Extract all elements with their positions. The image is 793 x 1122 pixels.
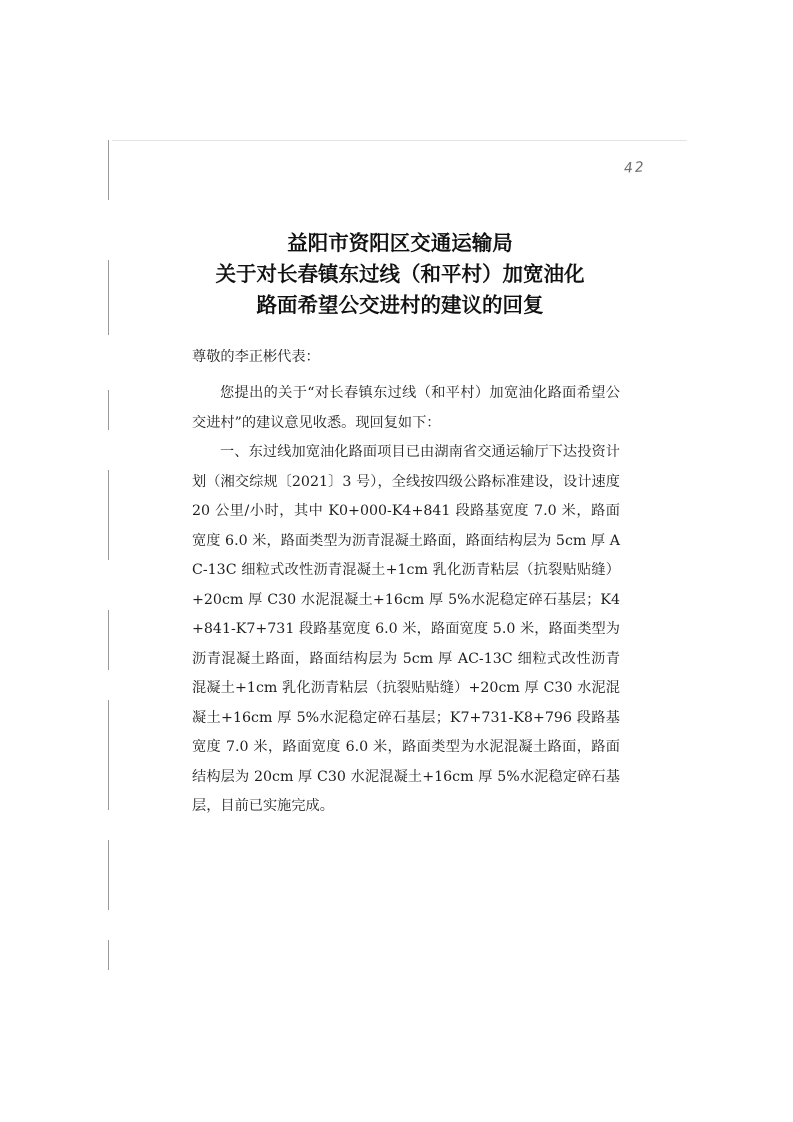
page-number: 42	[623, 159, 647, 177]
title-line-2: 关于对长春镇东过线（和平村）加宽油化	[215, 262, 585, 286]
scan-left-edge	[108, 140, 111, 970]
document-title	[150, 228, 650, 321]
document-body	[192, 346, 620, 822]
salutation: 尊敬的李正彬代表：	[192, 349, 320, 365]
paragraph-intro: 您提出的关于“对长春镇东过线（和平村）加宽油化路面希望公交进村”的建议意见收悉。现回复如下：	[192, 385, 620, 431]
title-line-1: 益阳市资阳区交通运输局	[287, 231, 513, 255]
scan-top-rule	[112, 140, 687, 141]
paragraph-item-1: 一、东过线加宽油化路面项目已由湖南省交通运输厅下达投资计划（湘交综规〔2021〕3 号），全线按四级公路标准建设，设计速度 20 公里/小时，其中 K0+000-K4+841 段路基宽度 7.0 米，路面宽度 6.0 米，路面类型为沥青混凝土路面，路面结构层为 5cm 厚 AC-13C 细粒式改性沥青混凝土+1cm 乳化沥青粘层（抗裂贴贴缝）+20cm 厚 C30 水泥混凝土+16cm 厚 5%水泥稳定碎石基层；K4+841-K7+731 段路基宽度 6.0 米，路面宽度 5.0 米，路面类型为沥青混凝土路面，路面结构层为 5cm 厚 AC-13C 细粒式改性沥青混凝土+1cm 乳化沥青粘层（抗裂贴贴缝）+20cm 厚 C30 水泥混凝土+16cm 厚 5%水泥稳定碎石基层；K7+731-K8+796 段路基宽度 7.0 米，路面宽度 6.0 米，路面类型为水泥混凝土路面，路面结构层为 20cm 厚 C30 水泥混凝土+16cm 厚 5%水泥稳定碎石基层，目前已实施完成。	[192, 444, 620, 814]
title-line-3: 路面希望公交进村的建议的回复	[256, 293, 544, 317]
